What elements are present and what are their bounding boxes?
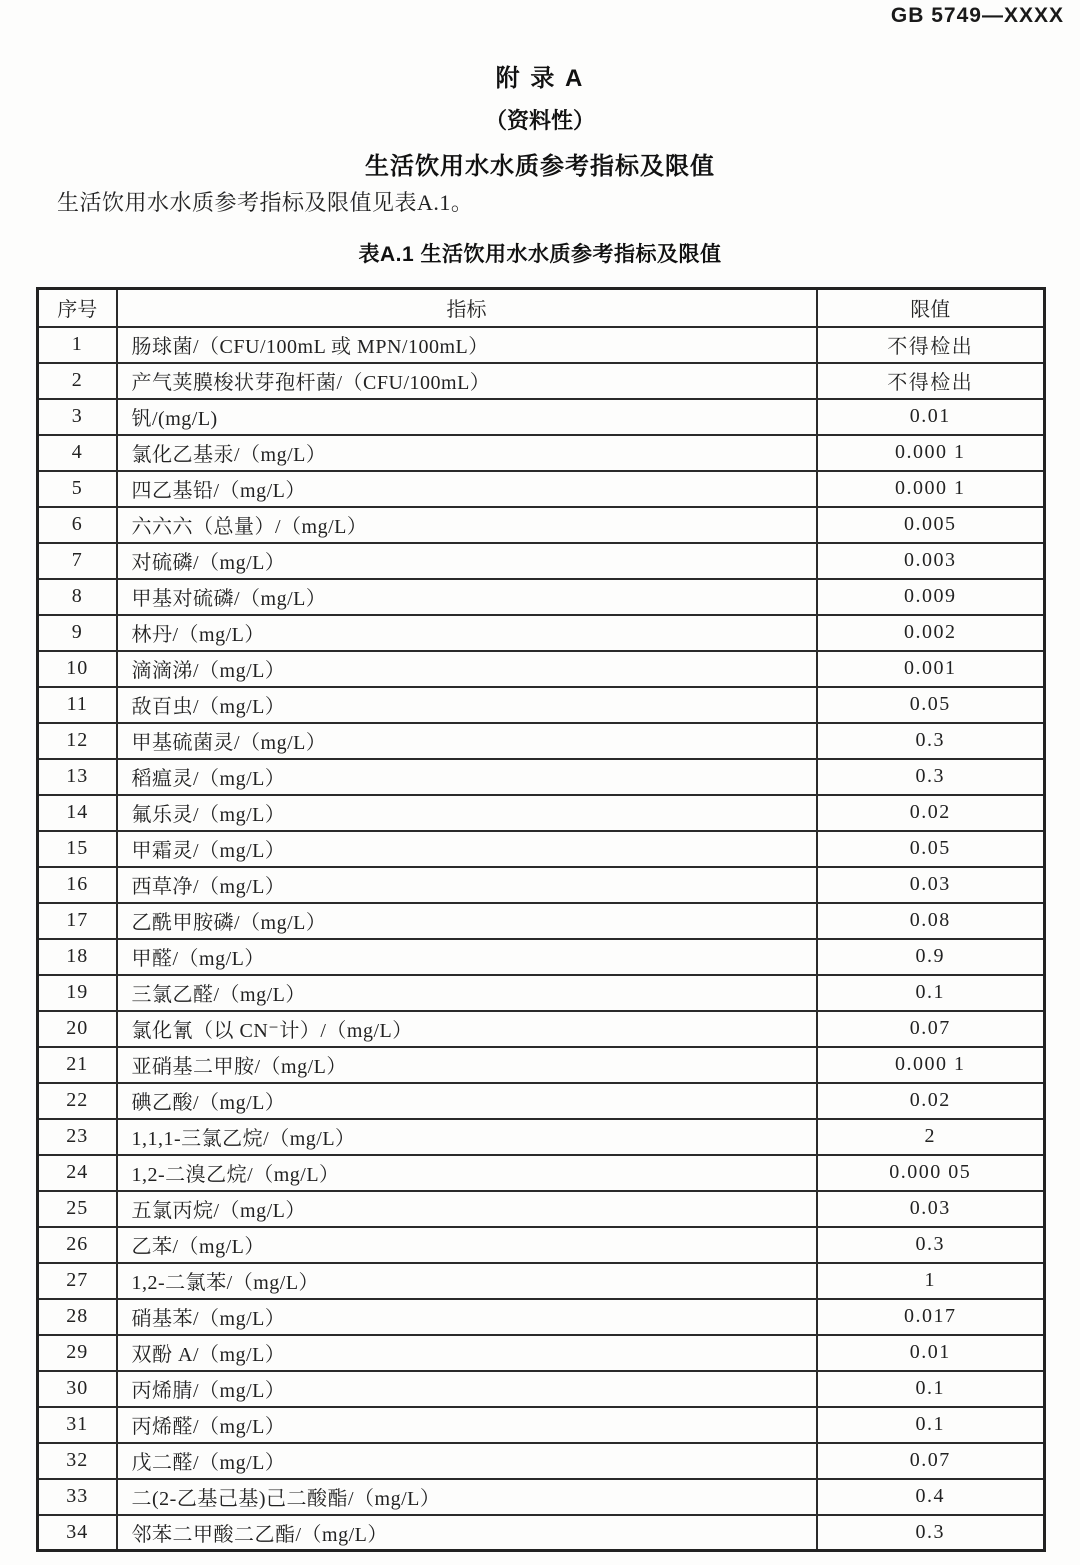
indicator-cell: 林丹/（mg/L）	[117, 615, 817, 651]
indicator-cell: 戊二醛/（mg/L）	[117, 1443, 817, 1479]
indicator-cell: 西草净/（mg/L）	[117, 867, 817, 903]
table-row	[38, 1407, 1045, 1443]
row-number-cell: 6	[38, 507, 117, 543]
indicator-cell: 甲霜灵/（mg/L）	[117, 831, 817, 867]
table-row	[38, 795, 1045, 831]
row-number-cell: 7	[38, 543, 117, 579]
table-row	[38, 1191, 1045, 1227]
table-row	[38, 975, 1045, 1011]
limit-cell: 0.9	[817, 939, 1045, 975]
row-number-cell: 4	[38, 435, 117, 471]
limit-cell: 0.07	[817, 1011, 1045, 1047]
limit-cell: 0.08	[817, 903, 1045, 939]
limit-cell: 0.03	[817, 867, 1045, 903]
table-row	[38, 507, 1045, 543]
indicator-cell: 四乙基铅/（mg/L）	[117, 471, 817, 507]
row-number-cell: 20	[38, 1011, 117, 1047]
table-row	[38, 1335, 1045, 1371]
table-caption: 表A.1 生活饮用水水质参考指标及限值	[358, 243, 722, 266]
indicator-cell: 肠球菌/（CFU/100mL 或 MPN/100mL）	[117, 327, 817, 363]
row-number-cell: 30	[38, 1371, 117, 1407]
indicator-cell: 氯化乙基汞/（mg/L）	[117, 435, 817, 471]
indicator-cell: 钒/(mg/L)	[117, 399, 817, 435]
table-row	[38, 1011, 1045, 1047]
table-body	[38, 327, 1045, 1551]
row-number-cell: 8	[38, 579, 117, 615]
indicator-cell: 乙苯/（mg/L）	[117, 1227, 817, 1263]
limit-cell: 0.005	[817, 507, 1045, 543]
row-number-cell: 23	[38, 1119, 117, 1155]
table-row	[38, 399, 1045, 435]
row-number-cell: 5	[38, 471, 117, 507]
indicator-cell: 稻瘟灵/（mg/L）	[117, 759, 817, 795]
limit-cell: 1	[817, 1263, 1045, 1299]
table-row	[38, 867, 1045, 903]
table-row	[38, 723, 1045, 759]
limit-cell: 0.02	[817, 1083, 1045, 1119]
row-number-cell: 25	[38, 1191, 117, 1227]
appendix-subtitle: （资料性）	[484, 108, 595, 133]
table-row	[38, 327, 1045, 363]
row-number-cell: 17	[38, 903, 117, 939]
table-row	[38, 579, 1045, 615]
table-row	[38, 759, 1045, 795]
indicator-cell: 氯化氰（以 CN⁻计）/（mg/L）	[117, 1011, 817, 1047]
table-row	[38, 1155, 1045, 1191]
limit-cell: 0.07	[817, 1443, 1045, 1479]
table-row	[38, 435, 1045, 471]
limit-cell: 0.1	[817, 1407, 1045, 1443]
limit-cell: 0.1	[817, 1371, 1045, 1407]
indicator-cell: 硝基苯/（mg/L）	[117, 1299, 817, 1335]
table-row	[38, 1479, 1045, 1515]
indicator-cell: 1,2-二氯苯/（mg/L）	[117, 1263, 817, 1299]
header-cell-indicator: 指标	[117, 289, 817, 327]
row-number-cell: 18	[38, 939, 117, 975]
limit-cell: 0.01	[817, 1335, 1045, 1371]
row-number-cell: 33	[38, 1479, 117, 1515]
indicator-cell: 甲醛/（mg/L）	[117, 939, 817, 975]
row-number-cell: 11	[38, 687, 117, 723]
limit-cell: 0.4	[817, 1479, 1045, 1515]
indicator-cell: 邻苯二甲酸二乙酯/（mg/L）	[117, 1515, 817, 1551]
table-row	[38, 1299, 1045, 1335]
limit-cell: 0.05	[817, 687, 1045, 723]
indicator-cell: 双酚 A/（mg/L）	[117, 1335, 817, 1371]
limit-cell: 0.3	[817, 723, 1045, 759]
appendix-title: 附 录 A	[495, 65, 585, 92]
indicator-cell: 甲基硫菌灵/（mg/L）	[117, 723, 817, 759]
row-number-cell: 19	[38, 975, 117, 1011]
table-row	[38, 1119, 1045, 1155]
row-number-cell: 13	[38, 759, 117, 795]
indicator-cell: 亚硝基二甲胺/（mg/L）	[117, 1047, 817, 1083]
table-row	[38, 939, 1045, 975]
reference-table	[36, 287, 1046, 1552]
row-number-cell: 24	[38, 1155, 117, 1191]
table-header-row	[38, 289, 1045, 327]
header-cell-no: 序号	[38, 289, 117, 327]
row-number-cell: 14	[38, 795, 117, 831]
indicator-cell: 产气荚膜梭状芽孢杆菌/（CFU/100mL）	[117, 363, 817, 399]
indicator-cell: 碘乙酸/（mg/L）	[117, 1083, 817, 1119]
appendix-header	[0, 58, 1080, 181]
indicator-cell: 乙酰甲胺磷/（mg/L）	[117, 903, 817, 939]
table-row	[38, 1047, 1045, 1083]
limit-cell: 0.01	[817, 399, 1045, 435]
limit-cell: 0.017	[817, 1299, 1045, 1335]
row-number-cell: 22	[38, 1083, 117, 1119]
table-row	[38, 1515, 1045, 1551]
table-row	[38, 651, 1045, 687]
row-number-cell: 3	[38, 399, 117, 435]
limit-cell: 0.3	[817, 1515, 1045, 1551]
table-row	[38, 1083, 1045, 1119]
limit-cell: 不得检出	[817, 363, 1045, 399]
row-number-cell: 32	[38, 1443, 117, 1479]
row-number-cell: 27	[38, 1263, 117, 1299]
table-row	[38, 615, 1045, 651]
indicator-cell: 六六六（总量）/（mg/L）	[117, 507, 817, 543]
limit-cell: 0.000 1	[817, 1047, 1045, 1083]
row-number-cell: 31	[38, 1407, 117, 1443]
row-number-cell: 2	[38, 363, 117, 399]
table-row	[38, 1443, 1045, 1479]
limit-cell: 2	[817, 1119, 1045, 1155]
row-number-cell: 34	[38, 1515, 117, 1551]
row-number-cell: 21	[38, 1047, 117, 1083]
indicator-cell: 对硫磷/（mg/L）	[117, 543, 817, 579]
limit-cell: 0.001	[817, 651, 1045, 687]
limit-cell: 0.1	[817, 975, 1045, 1011]
table-row	[38, 1371, 1045, 1407]
row-number-cell: 12	[38, 723, 117, 759]
table-row	[38, 687, 1045, 723]
row-number-cell: 28	[38, 1299, 117, 1335]
intro-paragraph: 生活饮用水水质参考指标及限值见表A.1。	[57, 190, 474, 215]
table-row	[38, 471, 1045, 507]
indicator-cell: 敌百虫/（mg/L）	[117, 687, 817, 723]
table-row	[38, 1263, 1045, 1299]
indicator-cell: 甲基对硫磷/（mg/L）	[117, 579, 817, 615]
row-number-cell: 9	[38, 615, 117, 651]
limit-cell: 0.3	[817, 759, 1045, 795]
row-number-cell: 1	[38, 327, 117, 363]
table-row	[38, 543, 1045, 579]
table-row	[38, 831, 1045, 867]
indicator-cell: 滴滴涕/（mg/L）	[117, 651, 817, 687]
indicator-cell: 三氯乙醛/（mg/L）	[117, 975, 817, 1011]
table-row	[38, 363, 1045, 399]
limit-cell: 0.000 1	[817, 471, 1045, 507]
row-number-cell: 15	[38, 831, 117, 867]
appendix-heading: 生活饮用水水质参考指标及限值	[365, 153, 715, 180]
limit-cell: 0.03	[817, 1191, 1045, 1227]
limit-cell: 不得检出	[817, 327, 1045, 363]
table-row	[38, 1227, 1045, 1263]
header-cell-limit: 限值	[817, 289, 1045, 327]
indicator-cell: 氟乐灵/（mg/L）	[117, 795, 817, 831]
limit-cell: 0.009	[817, 579, 1045, 615]
table-row	[38, 903, 1045, 939]
limit-cell: 0.02	[817, 795, 1045, 831]
row-number-cell: 16	[38, 867, 117, 903]
indicator-cell: 丙烯腈/（mg/L）	[117, 1371, 817, 1407]
limit-cell: 0.000 05	[817, 1155, 1045, 1191]
indicator-cell: 五氯丙烷/（mg/L）	[117, 1191, 817, 1227]
indicator-cell: 1,1,1-三氯乙烷/（mg/L）	[117, 1119, 817, 1155]
limit-cell: 0.002	[817, 615, 1045, 651]
limit-cell: 0.3	[817, 1227, 1045, 1263]
indicator-cell: 1,2-二溴乙烷/（mg/L）	[117, 1155, 817, 1191]
row-number-cell: 29	[38, 1335, 117, 1371]
indicator-cell: 丙烯醛/（mg/L）	[117, 1407, 817, 1443]
limit-cell: 0.05	[817, 831, 1045, 867]
row-number-cell: 10	[38, 651, 117, 687]
doc-number: GB 5749—XXXX	[890, 4, 1064, 27]
limit-cell: 0.003	[817, 543, 1045, 579]
row-number-cell: 26	[38, 1227, 117, 1263]
limit-cell: 0.000 1	[817, 435, 1045, 471]
indicator-cell: 二(2-乙基己基)己二酸酯/（mg/L）	[117, 1479, 817, 1515]
